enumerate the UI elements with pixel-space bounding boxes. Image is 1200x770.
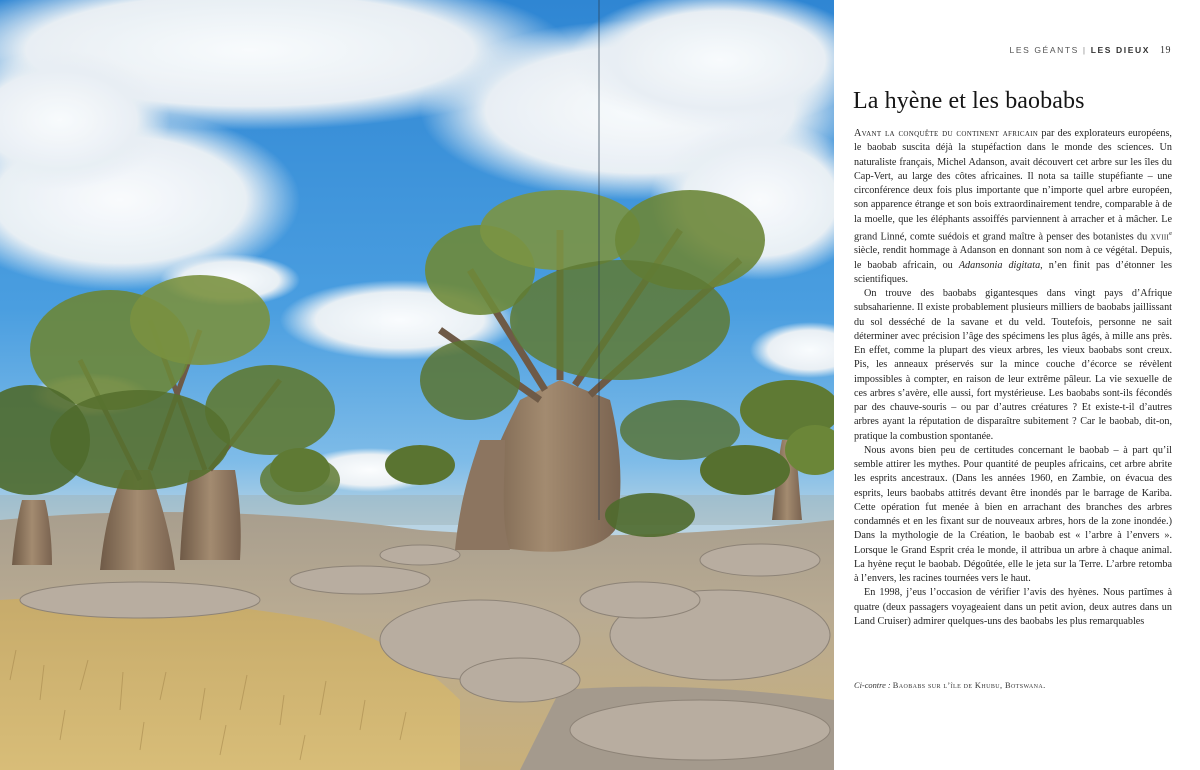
latin-name: Adansonia digitata [958,259,1041,271]
paragraph-1-lead: Avant la conquête du continent africain [854,128,1039,139]
caption-lead: Ci-contre : [854,681,891,690]
paragraph-1-part-a: par des explorateurs européens, le baobab suscita déjà la stupéfaction dans le monde des sciences. Un naturaliste français, Michel Adanson, avait découvert cet arbre sur les îles du Cap-Vert, au large des côtes africaines. Il nota sa taille stupéfiante – une circonférence deux fois plus importante que n’importe quel arbre européen, son apparence étrange et son bois extraordinairement tendre, comparable à de la moelle, que les éléphants assoiffés parviennent à arracher et à mâcher. Le grand Linné, comte suédois et grand maître à penser des botanistes du [854,128,1172,243]
running-head-separator: | [1082,45,1087,55]
paragraph-3: Nous avons bien peu de certitudes concernant le baobab – à part qu’il semble attirer les mythes. Pour quantité de peuples africains, cet arbre abrite les esprits ancestraux. (Dans les années 1960, en Zambie, on évacua des esprits, leurs baobabs attitrés devant être inondés par le barrage de Kariba. Cette opération fut menée à bien en arrachant des branches des arbres condamnés et en les fixant sur de nouveaux arbres, hors de la zone inondée.) Dans la mythologie de la Création, le baobab est « l’arbre à l’envers ». Lorsque le Grand Esprit créa le monde, il attribua un arbre à chaque animal. La hyène reçut le baobab. Dégoûtée, elle le jeta sur la Terre. L’arbre retomba à l’envers, les racines tournées vers le haut. [854,444,1172,585]
running-head [1010,45,1171,56]
text-page [834,0,1200,770]
century-superscript: e [1169,229,1172,237]
running-head-subsection: LES DIEUX [1090,45,1150,55]
paragraph-1-part-c: , n’en finit pas d’étonner les scientifiques. [854,259,1172,285]
caption-text: Baobabs sur l’île de Khubu, Botswana. [892,681,1046,690]
running-head-section: LES GÉANTS [1009,45,1079,55]
paragraph-4: En 1998, j’eus l’occasion de vérifier l’avis des hyènes. Nous partîmes à quatre (deux passagers voyageaient dans un petit avion, deux autres dans un Land Cruiser) admirer quelques-uns des baobabs les plus remarquables [854,587,1172,627]
photo-caption [854,681,1046,690]
page-number: 19 [1160,45,1171,56]
page-gutter [598,0,600,520]
paragraph-2: On trouve des baobabs gigantesques dans vingt pays d’Afrique subsaharienne. Il existe probablement plusieurs milliers de baobabs jaillissant du sol desséché de la savane et du veld. Toutefois, personne ne sait déterminer avec précision l’âge des spécimens les plus âgés, à mille ans près. En effet, comme la plupart des vieux arbres, les vieux baobabs sont creux. Pis, les anneaux préservés sur la mince couche d’écorce se révèlent impossibles à compter, en raison de leur extrême pâleur. La vie sexuelle de ces arbres s’avère, elle aussi, fort mystérieuse. Les baobabs sont-ils fécondés par des chauve-souris – ou par d’autres créatures ? Et existe-t-il d’autres arbres ayant la réputation de disparaître subitement ? Car le baobab, dit-on, pratique la combustion spontanée. [854,288,1172,442]
paragraph-1 [854,127,1172,287]
chapter-title: La hyène et les baobabs [853,88,1085,114]
century-numeral: xviii [1150,231,1170,243]
body-text [854,127,1172,629]
paragraph-1-part-b: siècle, rendit hommage à Adanson en donnant son nom à ce végétal. Depuis, le baobab africain, ou [854,245,1172,271]
